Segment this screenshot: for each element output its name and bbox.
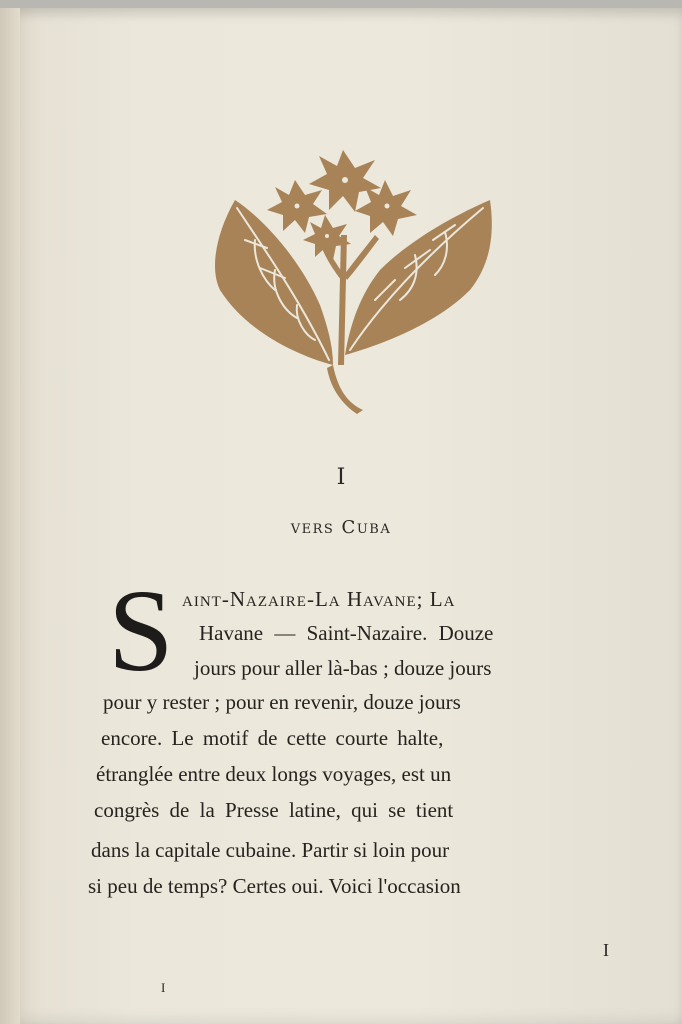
drop-cap: S bbox=[108, 565, 174, 696]
text-line-2: Havane — Saint-Nazaire. Douze bbox=[199, 621, 494, 645]
page-folio: I bbox=[603, 940, 609, 960]
signature-mark: I bbox=[161, 980, 166, 995]
flower-icon bbox=[205, 140, 495, 415]
chapter-number: I bbox=[336, 465, 346, 490]
text-line-4: pour y rester ; pour en revenir, douze jours bbox=[103, 690, 461, 714]
text-line-1: aint-Nazaire-La Havane; La bbox=[182, 587, 456, 611]
text-line-3: jours pour aller là-bas ; douze jours bbox=[194, 656, 492, 680]
text-line-6: étranglée entre deux longs voyages, est un bbox=[96, 762, 452, 786]
text-line-7: congrès de la Presse latine, qui se tient bbox=[94, 798, 454, 822]
text-line-9: si peu de temps? Certes oui. Voici l'occasion bbox=[88, 874, 461, 898]
page-edge bbox=[0, 8, 20, 1024]
chapter-title: vers Cuba bbox=[290, 517, 392, 538]
text-line-8: dans la capitale cubaine. Partir si loin pour bbox=[91, 838, 450, 862]
text-line-5: encore. Le motif de cette courte halte, bbox=[101, 726, 444, 750]
